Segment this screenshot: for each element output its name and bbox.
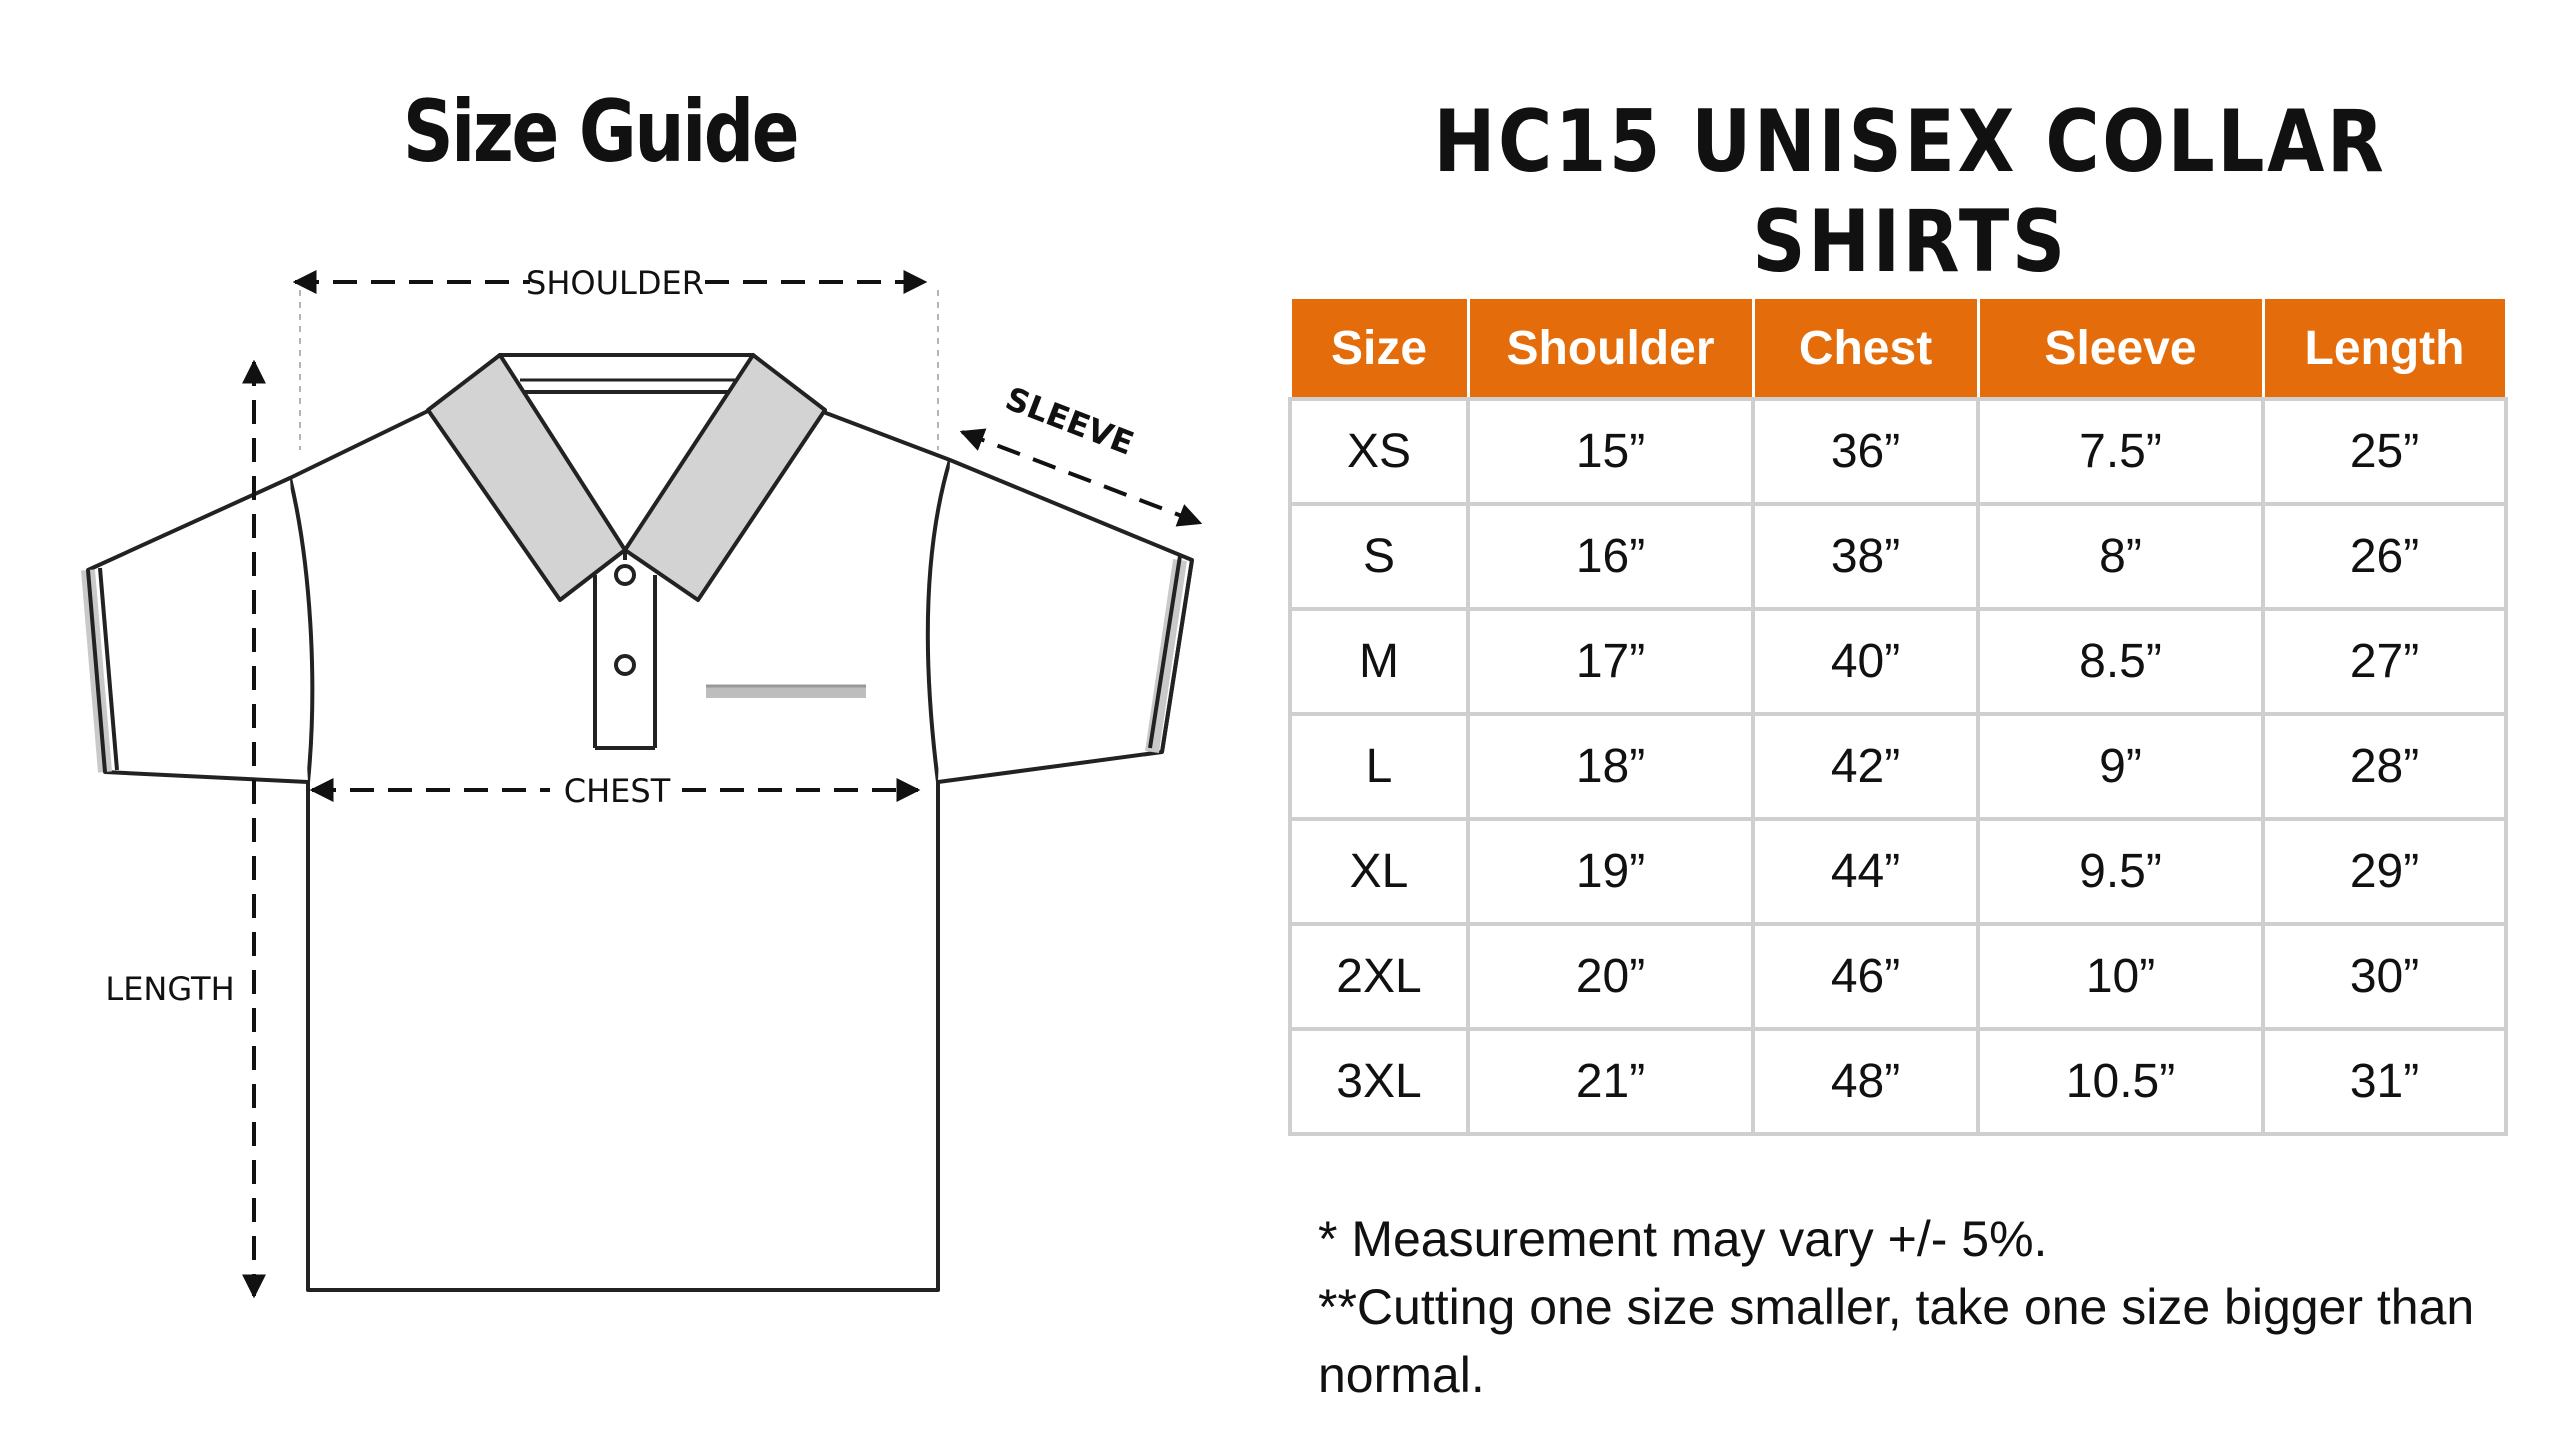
sleeve-label: SLEEVE [1000,379,1139,463]
size-table [1288,296,2508,1136]
header-size: Size [1290,298,1468,400]
cell-length: 25” [2263,399,2506,504]
cell-length: 29” [2263,819,2506,924]
product-title: HC15 UNISEX COLLAR SHIRTS [1433,92,2387,292]
header-shoulder: Shoulder [1468,298,1753,400]
cell-sleeve: 8.5” [1978,609,2263,714]
cell-sleeve: 9.5” [1978,819,2263,924]
cell-length: 31” [2263,1029,2506,1134]
cell-length: 26” [2263,504,2506,609]
cell-shoulder: 17” [1468,609,1753,714]
cell-shoulder: 19” [1468,819,1753,924]
table-row [1290,1029,2506,1134]
chest-label: CHEST [563,772,671,810]
table-header-row [1290,298,2506,400]
shoulder-label: SHOULDER [526,264,704,302]
cell-length: 28” [2263,714,2506,819]
cell-shoulder: 20” [1468,924,1753,1029]
table-row [1290,819,2506,924]
cell-size: M [1290,609,1468,714]
size-guide-title: Size Guide [402,82,798,182]
cell-chest: 36” [1753,399,1978,504]
cell-chest: 46” [1753,924,1978,1029]
cell-size: S [1290,504,1468,609]
table-row [1290,924,2506,1029]
header-length: Length [2263,298,2506,400]
cell-size: L [1290,714,1468,819]
cell-chest: 44” [1753,819,1978,924]
cell-size: 3XL [1290,1029,1468,1134]
table-row [1290,504,2506,609]
cell-sleeve: 10.5” [1978,1029,2263,1134]
note-measurement: * Measurement may vary +/- 5%. [1318,1211,2048,1267]
length-label: LENGTH [105,970,235,1008]
cell-shoulder: 18” [1468,714,1753,819]
cell-size: 2XL [1290,924,1468,1029]
cell-size: XS [1290,399,1468,504]
cell-sleeve: 8” [1978,504,2263,609]
table-row [1290,399,2506,504]
cell-chest: 38” [1753,504,1978,609]
cell-size: XL [1290,819,1468,924]
cell-shoulder: 21” [1468,1029,1753,1134]
table-row [1290,609,2506,714]
cell-chest: 40” [1753,609,1978,714]
note-cutting: **Cutting one size smaller, take one size bigger than normal. [1318,1279,2475,1403]
cell-chest: 42” [1753,714,1978,819]
cell-sleeve: 10” [1978,924,2263,1029]
cell-length: 30” [2263,924,2506,1029]
cell-shoulder: 16” [1468,504,1753,609]
cell-sleeve: 7.5” [1978,399,2263,504]
cell-chest: 48” [1753,1029,1978,1134]
pocket-line [706,686,866,698]
cell-shoulder: 15” [1468,399,1753,504]
header-chest: Chest [1753,298,1978,400]
cell-length: 27” [2263,609,2506,714]
table-row [1290,714,2506,819]
header-sleeve: Sleeve [1978,298,2263,400]
cell-sleeve: 9” [1978,714,2263,819]
notes [1318,1205,2518,1409]
